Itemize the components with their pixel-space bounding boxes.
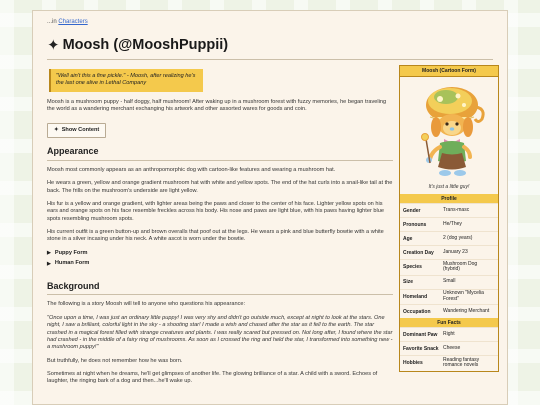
sparkle-icon: ✦: [47, 36, 60, 54]
toggle-human-form[interactable]: [47, 260, 393, 267]
background-divider: [47, 294, 393, 295]
appearance-paragraph: Moosh most commonly appears as an anthropomorphic dog with cartoon-like features and wearing a mushroom hat.: [47, 166, 336, 173]
profile-row: Creation Day January 23: [400, 245, 498, 259]
fun-fact-row: Dominant Paw Right: [400, 327, 498, 341]
fun-facts-heading: Fun Facts: [400, 318, 498, 327]
toggle-label: Puppy Form: [54, 249, 88, 256]
profile-row: Homeland Unknown "Mycelia Forest": [400, 289, 498, 305]
breadcrumb: [47, 19, 88, 25]
background-dreams: Sometimes at night when he dreams, he'll get glimpses of another life. The glowing brilliance of a star. A child with a sword. Echoes of laughter, the ringing bark of a dog and then...he'll wake up.: [47, 371, 378, 385]
profile-row: Pronouns He/They: [400, 217, 498, 231]
show-content-label: Show Content: [61, 126, 100, 133]
breadcrumb-prefix: ...in: [47, 19, 57, 25]
title-divider: [47, 59, 493, 60]
profile-row: Occupation Wandering Merchant: [400, 304, 498, 318]
character-illustration: [400, 77, 498, 182]
fun-fact-row: Favorite Snack Cheese: [400, 341, 498, 355]
quote-box: "Well ain't this a fine pickle." - Moosh, after realizing he's the last one alive in Lethal Company: [49, 69, 203, 92]
background-story: "Once upon a time, I was just an ordinary little puppy! I was very shy and didn't go outside much, except at night to look at the stars. One night, I saw a brilliant, colorful light in the sky - a shooting star! I made a wish and chased after the star as it fell to the earth. The star crashed in a magical forest filled with strange creatures and plants. I was really scared but pressed on. Not long after, I found where the star had crashed - in the middle of a fairy ring of mushrooms. As soon as I crossed the ring and held the star, I transformed into something new - a mushroom puppy!": [47, 314, 393, 351]
fun-fact-row: Hobbies Reading fantasy romance novels: [400, 355, 498, 371]
profile-heading: Profile: [400, 194, 498, 203]
profile-row: Size Small: [400, 275, 498, 289]
profile-row: Age 2 (dog years): [400, 231, 498, 245]
profile-row: Gender Trans-masc: [400, 203, 498, 217]
intro-paragraph: Moosh is a mushroom puppy - half doggy, half mushroom! After waking up in a mushroom forest with fuzzy memories, he began traveling the world as a wandering merchant exchanging his artwork and other assorted wares for goods and coin.: [47, 98, 387, 113]
page-title: Moosh (@MooshPuppii): [62, 37, 229, 53]
page-container: [32, 10, 508, 405]
infobox-title: Moosh (Cartoon Form): [400, 66, 498, 77]
background-heading: Background: [47, 280, 100, 291]
appearance-paragraph: His fur is a yellow and orange gradient, with lighter areas being the paws and closer to the center of his face. Lighter yellow spots on his ears and orange spots on his face resemble freckles across his body. His nose and paws are light blue, with his paws having lighter blue spots resembling mushroom spots.: [47, 200, 384, 222]
title-row: [47, 37, 228, 53]
main-content: [47, 65, 393, 392]
profile-row: Species Mushroom Dog (hybrid): [400, 259, 498, 275]
appearance-heading: Appearance: [47, 145, 99, 156]
background-lead: The following is a story Moosh will tell to anyone who questions his appearance:: [47, 301, 246, 308]
character-image: [400, 77, 498, 182]
show-content-button[interactable]: [47, 123, 106, 138]
triangle-right-icon: ▶: [47, 260, 51, 267]
sparkle-icon: ✦: [54, 126, 59, 133]
infobox-caption: It's just a little guy!: [428, 184, 470, 190]
breadcrumb-link-characters[interactable]: Characters: [58, 19, 88, 25]
appearance-paragraph: His current outfit is a green button-up and brown overalls that poof out at the legs. He wears a pink and blue butterfly bowtie with a white stone in a silver incasing under his neck. A white ascot is worn under the bowtie.: [47, 229, 384, 243]
infobox: [399, 65, 499, 372]
toggle-label: Human Form: [54, 260, 90, 267]
triangle-right-icon: ▶: [47, 250, 51, 257]
background-after: But truthfully, he does not remember how he was born.: [47, 357, 183, 364]
appearance-divider: [47, 160, 393, 161]
toggle-puppy-form[interactable]: [47, 250, 393, 257]
appearance-paragraph: He wears a green, yellow and orange gradient mushroom hat with white and yellow spots. The end of the hat curls into a snail-like tail at the back. The frills on the mushroom's underside are light yellow.: [47, 180, 393, 194]
